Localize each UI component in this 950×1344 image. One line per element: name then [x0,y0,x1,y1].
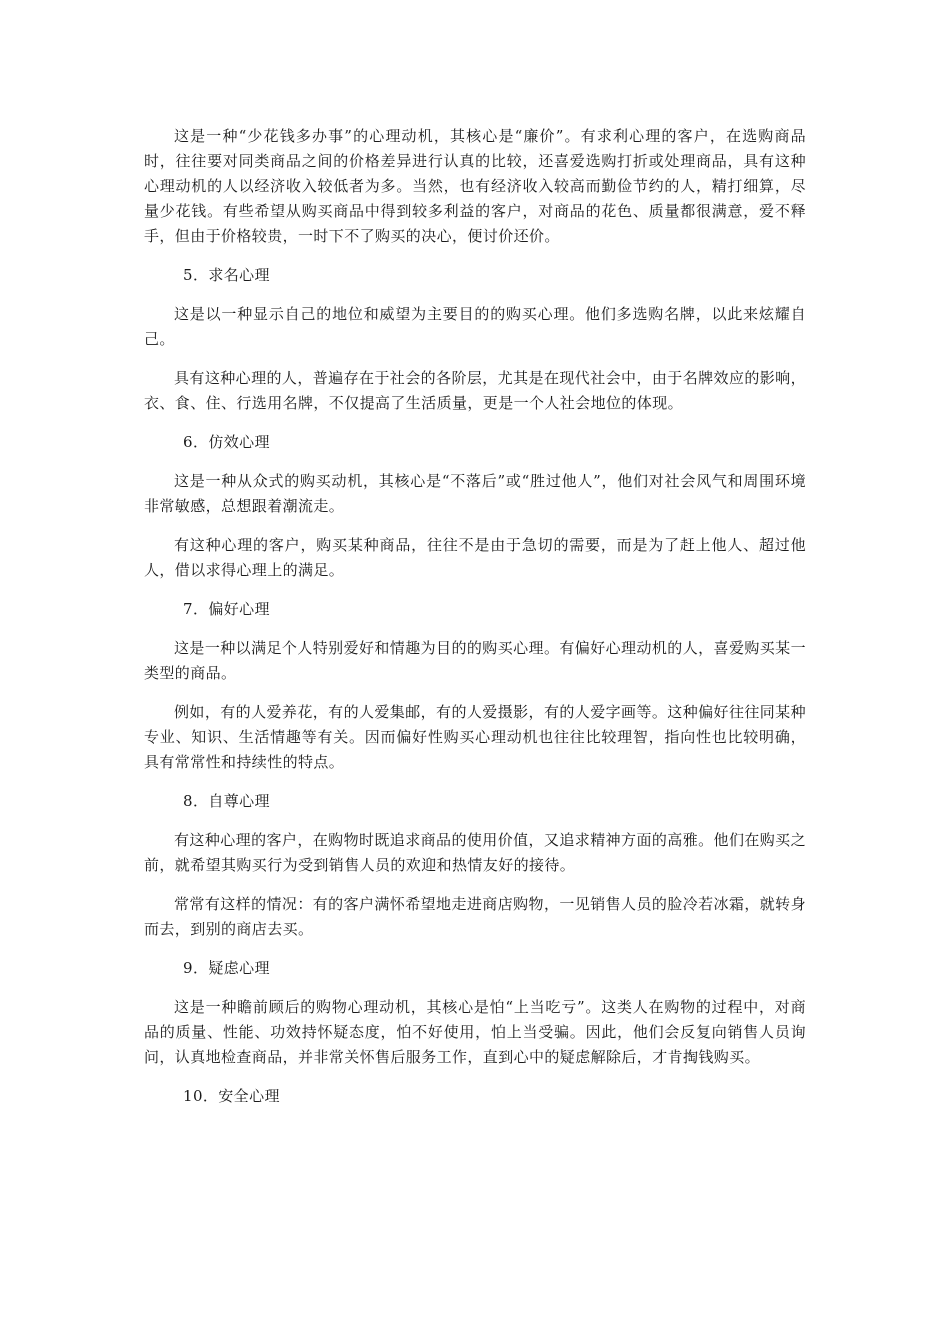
document-page [144,124,806,1123]
paragraph: 有这种心理的客户，购买某种商品，往往不是由于急切的需要，而是为了赶上他人、超过他人，借以求得心理上的满足。 [144,536,806,579]
section-heading: 6．仿效心理 [183,433,270,451]
paragraph: 这是一种从众式的购买动机，其核心是“不落后”或“胜过他人”，他们对社会风气和周围环境非常敏感，总想跟着潮流走。 [144,472,806,515]
section-heading: 9．疑虑心理 [183,959,270,977]
paragraph: 例如，有的人爱养花，有的人爱集邮，有的人爱摄影，有的人爱字画等。这种偏好往往同某种专业、知识、生活情趣等有关。因而偏好性购买心理动机也往往比较理智，指向性也比较明确，具有常常性和持续性的特点。 [144,703,806,771]
section-heading: 10．安全心理 [183,1087,280,1105]
paragraph: 有这种心理的客户，在购物时既追求商品的使用价值，又追求精神方面的高雅。他们在购买之前，就希望其购买行为受到销售人员的欢迎和热情友好的接待。 [144,831,806,874]
paragraph: 这是一种以满足个人特别爱好和情趣为目的的购买心理。有偏好心理动机的人，喜爱购买某一类型的商品。 [144,639,806,682]
section-heading: 5．求名心理 [183,266,270,284]
paragraph: 这是以一种显示自己的地位和威望为主要目的的购买心理。他们多选购名牌，以此来炫耀自己。 [144,305,806,348]
paragraph: 常常有这样的情况：有的客户满怀希望地走进商店购物，一见销售人员的脸冷若冰霜，就转身而去，到别的商店去买。 [144,895,806,938]
paragraph: 这是一种瞻前顾后的购物心理动机，其核心是怕“上当吃亏”。这类人在购物的过程中，对商品的质量、性能、功效持怀疑态度，怕不好使用，怕上当受骗。因此，他们会反复向销售人员询问，认真地检查商品，并非常关怀售后服务工作，直到心中的疑虑解除后，才肯掏钱购买。 [144,998,806,1066]
paragraph: 这是一种“少花钱多办事”的心理动机，其核心是“廉价”。有求利心理的客户，在选购商品时，往往要对同类商品之间的价格差异进行认真的比较，还喜爱选购打折或处理商品，具有这种心理动机的人以经济收入较低者为多。当然，也有经济收入较高而勤俭节约的人，精打细算，尽量少花钱。有些希望从购买商品中得到较多利益的客户，对商品的花色、质量都很满意，爱不释手，但由于价格较贵，一时下不了购买的决心，便讨价还价。 [144,127,806,245]
section-heading: 8．自尊心理 [183,792,270,810]
section-heading: 7．偏好心理 [183,600,270,618]
paragraph: 具有这种心理的人，普遍存在于社会的各阶层，尤其是在现代社会中，由于名牌效应的影响，衣、食、住、行选用名牌，不仅提高了生活质量，更是一个人社会地位的体现。 [144,369,806,412]
